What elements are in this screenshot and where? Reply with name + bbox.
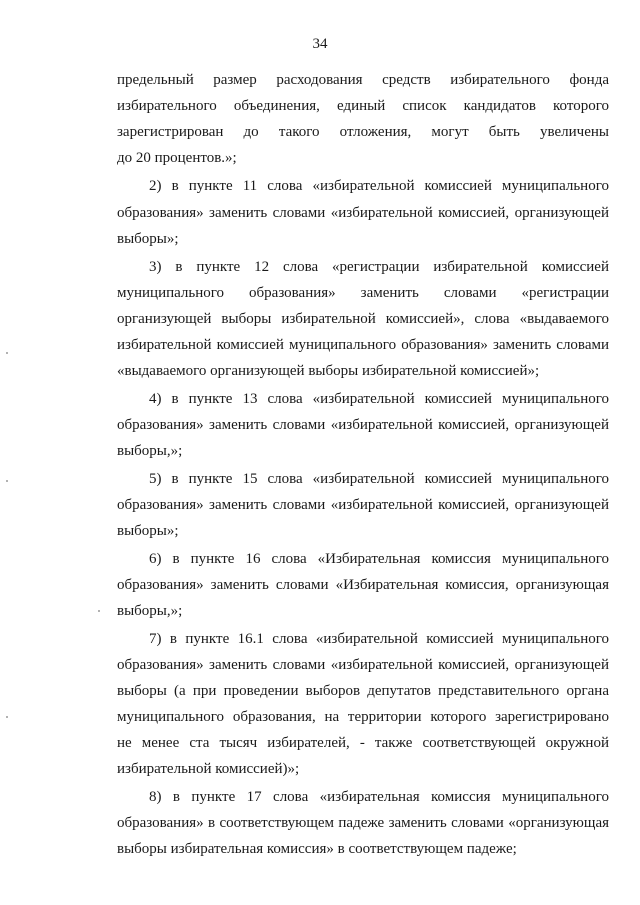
text-line: избирательного объединения, единый список кандидатов которого <box>117 98 609 114</box>
page-number: 34 <box>312 36 328 52</box>
scan-speck <box>98 610 100 612</box>
text-line: не менее ста тысяч избирателей, - также соответствующей окружной <box>117 735 609 751</box>
scan-speck <box>6 352 8 354</box>
text-line: муниципального образования, на территории которого зарегистрировано <box>117 709 609 725</box>
text-line: 3) в пункте 12 слова «регистрации избирательной комиссией <box>149 259 609 275</box>
text-line: 6) в пункте 16 слова «Избирательная комиссия муниципального <box>149 551 609 567</box>
text-line: 5) в пункте 15 слова «избирательной комиссией муниципального <box>149 471 609 487</box>
scan-speck <box>6 716 8 718</box>
text-line: образования» заменить словами «избирательной комиссией, организующей <box>117 417 609 433</box>
text-line: выборы,»; <box>117 443 183 459</box>
text-line: образования» в соответствующем падеже заменить словами «организующая <box>117 815 609 831</box>
scan-speck <box>6 480 8 482</box>
text-line: выборы (а при проведении выборов депутатов представительного органа <box>117 683 609 699</box>
text-line: до 20 процентов.»; <box>117 150 237 166</box>
text-line: выборы»; <box>117 523 179 539</box>
text-line: 8) в пункте 17 слова «избирательная комиссия муниципального <box>149 789 609 805</box>
text-line: образования» заменить словами «Избирательная комиссия, организующая <box>117 577 609 593</box>
text-line: избирательной комиссией муниципального образования» заменить словами <box>117 337 609 353</box>
text-line: выборы»; <box>117 231 179 247</box>
text-line: образования» заменить словами «избирательной комиссией, организующей <box>117 657 609 673</box>
text-line: выборы,»; <box>117 603 183 619</box>
text-line: 4) в пункте 13 слова «избирательной комиссией муниципального <box>149 391 609 407</box>
text-line: муниципального образования» заменить словами «регистрации <box>117 285 609 301</box>
text-line: 7) в пункте 16.1 слова «избирательной комиссией муниципального <box>149 631 609 647</box>
text-line: зарегистрирован до такого отложения, могут быть увеличены <box>117 124 609 140</box>
text-line: 2) в пункте 11 слова «избирательной комиссией муниципального <box>149 178 609 194</box>
text-line: образования» заменить словами «избирательной комиссией, организующей <box>117 205 609 221</box>
text-line: «выдаваемого организующей выборы избирательной комиссией»; <box>117 363 540 379</box>
text-line: избирательной комиссией)»; <box>117 761 300 777</box>
text-line: организующей выборы избирательной комиссией», слова «выдаваемого <box>117 311 609 327</box>
text-line: образования» заменить словами «избирательной комиссией, организующей <box>117 497 609 513</box>
text-line: предельный размер расходования средств избирательного фонда <box>117 72 609 88</box>
text-line: выборы избирательная комиссия» в соответствующем падеже; <box>117 841 517 857</box>
